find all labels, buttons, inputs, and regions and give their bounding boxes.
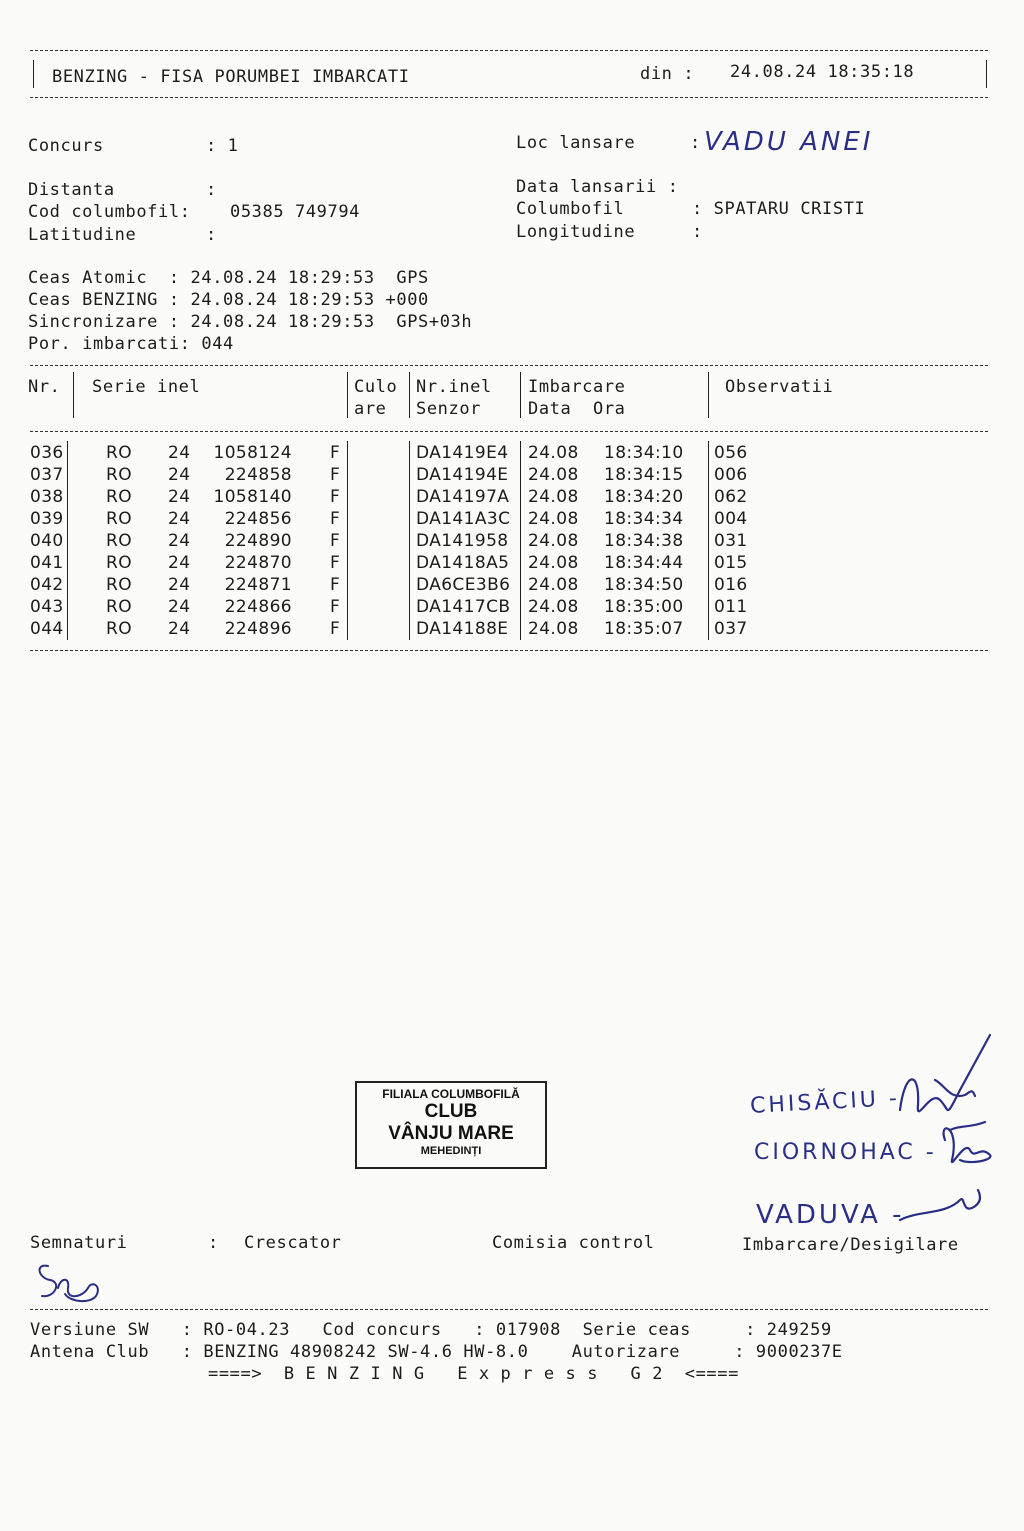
stamp-line-1: FILIALA COLUMBOFILĂ [382,1087,520,1101]
stamp-line-2: CLUB [424,1101,478,1122]
cell-nr: 041 [30,553,64,573]
header-top-border [30,50,988,51]
cell-sex: F [330,597,341,617]
concurs-label: Concurs [28,136,104,156]
col-header-serie: Serie inel [92,377,201,397]
columbofil-value: : SPATARU CRISTI [692,199,866,219]
longitudine-label: Longitudine [516,222,636,242]
imbarcare-desigilare-label: Imbarcare/Desigilare [742,1235,959,1255]
cell-an: 24 [168,509,191,529]
footer-antena: Antena Club : BENZING 48908242 SW-4.6 HW-8.0 Autorizare : 9000237E [30,1342,843,1362]
cell-sex: F [330,443,341,463]
body-sep-4 [520,441,521,640]
cell-tara: RO [106,509,132,529]
cell-sex: F [330,531,341,551]
stamp-line-4: MEHEDINȚI [420,1145,482,1157]
cell-nr: 040 [30,531,64,551]
col-header-observatii: Observatii [725,377,834,397]
cell-observatii: 031 [714,531,748,551]
distanta-value: : [206,180,217,200]
cell-inel: 224896 [224,619,292,639]
cell-data: 24.08 [528,487,579,507]
cell-inel: 224890 [224,531,292,551]
body-sep-1 [67,441,68,640]
cell-nr: 042 [30,575,64,595]
cell-an: 24 [168,443,191,463]
cell-tara: RO [106,553,132,573]
loc-lansare-label: Loc lansare [516,133,636,153]
cell-an: 24 [168,553,191,573]
cell-data: 24.08 [528,443,579,463]
distanta-label: Distanta [28,180,115,200]
cell-data: 24.08 [528,597,579,617]
comisia-control-label: Comisia control [492,1233,655,1253]
cell-ora: 18:34:44 [604,553,684,573]
crescator-signature [30,1258,110,1308]
header-sep-2 [347,372,348,418]
latitudine-value: : [206,225,217,245]
table-header-divider [30,431,988,432]
col-header-nrinel: Nr.inel [416,377,492,397]
handwritten-name-3: VADUVA - [756,1200,905,1230]
cell-senzor: DA1417CB [416,597,511,617]
cell-data: 24.08 [528,509,579,529]
col-header-senzor: Senzor [416,399,482,419]
cell-observatii: 006 [714,465,748,485]
cell-observatii: 015 [714,553,748,573]
din-value: 24.08.24 18:35:18 [730,62,915,82]
col-header-nr: Nr. [28,377,61,397]
ceas-atomic: Ceas Atomic : 24.08.24 18:29:53 GPS [28,268,429,288]
header-sep-4 [520,372,521,418]
cell-sex: F [330,487,341,507]
cell-observatii: 016 [714,575,748,595]
header-left-bar [33,60,34,88]
cell-nr: 037 [30,465,64,485]
cell-an: 24 [168,531,191,551]
cell-sex: F [330,553,341,573]
cell-tara: RO [106,619,132,639]
header-right-bar [986,60,987,88]
handwritten-name-1: CHISĂCIU - [749,1086,901,1119]
col-header-data-ora: Data Ora [528,399,626,419]
footer-versiune: Versiune SW : RO-04.23 Cod concurs : 017908 Serie ceas : 249259 [30,1320,832,1340]
cell-nr: 043 [30,597,64,617]
cell-inel: 1058124 [213,443,292,463]
cell-an: 24 [168,619,191,639]
cell-inel: 224866 [224,597,292,617]
cell-tara: RO [106,597,132,617]
body-sep-5 [708,441,709,640]
cell-an: 24 [168,487,191,507]
crescator-label: Crescator [244,1233,342,1253]
cell-ora: 18:34:10 [604,443,684,463]
cell-ora: 18:34:38 [604,531,684,551]
table-top-border [30,365,988,366]
stamp-line-3: VÂNJU MARE [388,1123,514,1144]
col-header-are: are [354,399,387,419]
cell-sex: F [330,465,341,485]
cell-inel: 1058140 [213,487,292,507]
cell-observatii: 062 [714,487,748,507]
cell-inel: 224870 [224,553,292,573]
table-bottom-border [30,650,988,651]
cell-tara: RO [106,443,132,463]
cod-columbofil-label: Cod columbofil: [28,202,191,222]
col-header-culo: Culo [354,377,398,397]
cell-nr: 036 [30,443,64,463]
header-sep-3 [409,372,410,418]
footer-divider [30,1309,988,1310]
cell-senzor: DA14188E [416,619,509,639]
cell-nr: 044 [30,619,64,639]
signature-scribbles [890,1030,1000,1230]
sincronizare: Sincronizare : 24.08.24 18:29:53 GPS+03h [28,312,473,332]
cell-senzor: DA1419E4 [416,443,509,463]
handwritten-name-2: CIORNOHAC - [754,1140,937,1165]
loc-lansare-colon: : [690,133,701,153]
cell-senzor: DA1418A5 [416,553,510,573]
latitudine-label: Latitudine [28,225,137,245]
cell-data: 24.08 [528,619,579,639]
cell-nr: 038 [30,487,64,507]
cell-sex: F [330,509,341,529]
porumbei-imbarcati: Por. imbarcati: 044 [28,334,234,354]
cell-inel: 224871 [224,575,292,595]
cell-data: 24.08 [528,531,579,551]
ceas-benzing: Ceas BENZING : 24.08.24 18:29:53 +000 [28,290,429,310]
concurs-value: : 1 [206,136,239,156]
header-sep-1 [73,372,74,418]
semnaturi-colon: : [208,1233,219,1253]
cell-inel: 224858 [224,465,292,485]
cell-ora: 18:35:07 [604,619,684,639]
header-sep-5 [708,372,709,418]
cell-tara: RO [106,465,132,485]
cell-sex: F [330,619,341,639]
loc-lansare-handwritten: VADU ANEI [704,127,874,157]
cell-ora: 18:34:20 [604,487,684,507]
cell-senzor: DA141A3C [416,509,511,529]
cell-senzor: DA141958 [416,531,509,551]
cell-ora: 18:34:50 [604,575,684,595]
header-bottom-border [30,97,988,98]
cell-senzor: DA14194E [416,465,509,485]
document-title: BENZING - FISA PORUMBEI IMBARCATI [52,67,410,87]
cell-nr: 039 [30,509,64,529]
cell-data: 24.08 [528,575,579,595]
cell-data: 24.08 [528,465,579,485]
cell-senzor: DA14197A [416,487,510,507]
cell-observatii: 004 [714,509,748,529]
club-stamp [355,1081,547,1169]
cell-inel: 224856 [224,509,292,529]
cell-an: 24 [168,575,191,595]
cell-ora: 18:35:00 [604,597,684,617]
footer-express: ====> B E N Z I N G E x p r e s s G 2 <==== [208,1364,739,1384]
cell-ora: 18:34:15 [604,465,684,485]
columbofil-label: Columbofil [516,199,625,219]
cell-tara: RO [106,487,132,507]
col-header-imbarcare: Imbarcare [528,377,626,397]
data-lansarii-label: Data lansarii : [516,177,679,197]
body-sep-2 [347,441,348,640]
cell-sex: F [330,575,341,595]
cell-an: 24 [168,597,191,617]
cell-senzor: DA6CE3B6 [416,575,511,595]
cell-ora: 18:34:34 [604,509,684,529]
cod-columbofil-value: 05385 749794 [230,202,361,222]
cell-observatii: 037 [714,619,748,639]
longitudine-value: : [692,222,703,242]
din-label: din : [640,64,695,84]
semnaturi-label: Semnaturi [30,1233,128,1253]
cell-tara: RO [106,575,132,595]
body-sep-3 [409,441,410,640]
cell-tara: RO [106,531,132,551]
cell-observatii: 011 [714,597,748,617]
cell-observatii: 056 [714,443,748,463]
cell-data: 24.08 [528,553,579,573]
cell-an: 24 [168,465,191,485]
